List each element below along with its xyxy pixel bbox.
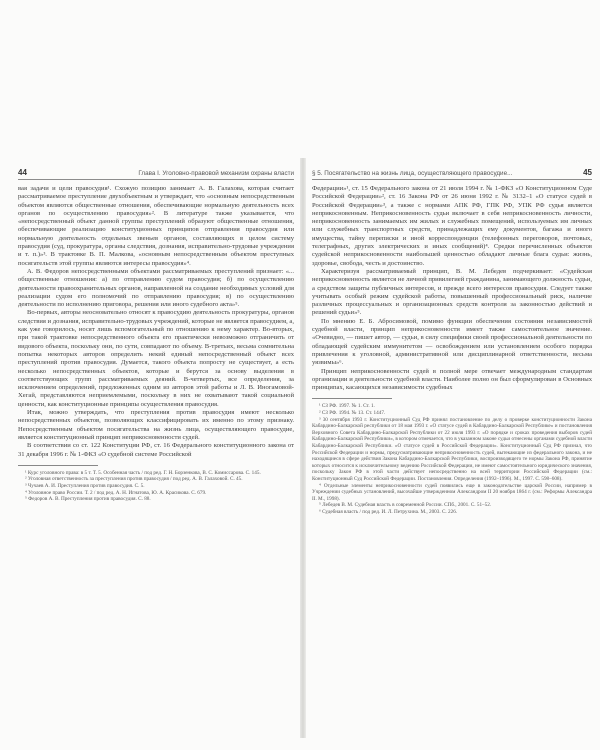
right-footnote-3: ³ 30 сентября 1993 г. Конституционный Суд РФ принял постановление по делу о проверке конституционности Закона Кабардино-Балкарской республики от 18 мая 1993 г. «О статусе судей в Кабардино-Балкарской Республике» и постановления Верховного Совета Кабардино-Балкарской Республики от 22 июля 1993 г. «О порядке и сроках проведения выборов судей Кабардино-Балкарской Республики», в котором отмечается, что в указанном законе судьи отнесены органами судебной власти Кабардино-Балкарской Республики. «О статусе судей в Российской Федерации». Конституционный Суд РФ признал, что Российской Федерации и нормы, предусматривающие неприкосновенность судей, вытекающие из федерального закона, и не находящиеся в сфере действия Закона Кабардино-Балкарской Республики, воспроизводящего те нормы Закона РФ, принятие которых относится к исключительному ведению Российской Федерации, не имеют самостоятельного юридического значения, поскольку Закон РФ в этой части действует непосредственно на всей территории Российской Федерации (см.: Конституционный Суд Российской Федерации. Постановления. Определения (1992–1996). М., 1997. С. 598–608).: [312, 416, 592, 482]
left-paragraph-1: вая задачи и цели правосудия¹. Схожую позицию занимает А. В. Галахова, которая считает рассматриваемое преступление двухобъектным и утверждает, что «основным непосредственным объектом являются общественные отношения, обеспечивающие нормальную деятельность всех органов по осуществлению правосудия»². В литературе также указывается, что «непосредственный объект данной группы преступлений образуют общественные отношения, обеспечивающие реализацию конституционных принципов отправления правосудия или нормальную деятельность отдельных звеньев органов, составляющих в целом систему правосудия (суд, прокуратура, органы следствия, дознания, исправительно-трудовые учреждения и т. п.)»³. В трактовке В. П. Малкова, «основным непосредственным объектом преступных посягательств этой группы являются интересы правосудия»⁴.: [18, 185, 294, 267]
right-footnote-1: ¹ СЗ РФ. 1997. № 1. Ст. 1.: [319, 403, 375, 410]
left-footnote-4: ⁴ Уголовное право России. Т. 2 / под ред. А. Н. Игнатова, Ю. А. Красикова. С. 679.: [25, 489, 207, 496]
left-footnotes: [18, 470, 294, 503]
right-running-head: § 5. Посягательство на жизнь лица, осуществляющего правосудие...: [312, 170, 513, 177]
right-page-number: 45: [583, 168, 592, 177]
left-page-body: [18, 185, 294, 459]
left-footnote-1: ¹ Курс уголовного права: в 5 т. Т. 5. Особенная часть / под ред. Г. Н. Борзенкова, В. С. Комиссарова. С. 145.: [25, 469, 261, 476]
right-paragraph-4: Принцип неприкосновенности судей в полной мере отвечает международным стандартам организации и деятельности судебной власти. Наиболее полно он был сформулирован в Основных принципах, касающихся независимости судебных: [312, 367, 592, 392]
left-paragraph-3: Во-первых, авторы неосновательно относят к правосудию деятельность прокуратуры, органов следствия и дознания, исправительно-трудовых учреждений, которые не является правосудием, а, как уже говорилось, носят лишь вспомогательный по отношению к нему характер. Во-вторых, при такой трактовке непосредственного объекта его практически невозможно отграничить от видового объекта, поскольку они, по сути, совпадают по объему. В-третьих, весьма сомнительна попытка некоторых авторов определить некий единый непосредственный объект всех преступлений против правосудия. Думается, такого объекта попросту не существует, а есть несколько непосредственных объектов, которые и берутся за основу выделения в соответствующих групп рассматриваемых деяний. В-четвертых, все определения, за исключением определений, предложенных одним из авторов этой работы и Л. В. Иногамовой-Хегай, представляются неприемлемыми, поскольку в них не охватывают такой социальной ценности, как конституционные принципы осуществления правосудия.: [18, 309, 294, 408]
right-paragraph-3: По мнению Е. Б. Абросимовой, помимо функции обеспечения состояния независимостей судебной власти, принцип неприкосновенности имеет также самостоятельное значение. «Очевидно, — пишет автор, — судьи, в силу специфики своей профессиональной деятельности по обладающей судейским иммунитетом — освобождением или установлением особого порядка привлечения к уголовной, административной или дисциплинарной ответственности, весьма уязвимы»⁶.: [312, 317, 592, 367]
left-footnote-3: ³ Чучаев А. И. Преступления против правосудия. С. 5.: [25, 482, 145, 489]
right-footnotes: [312, 403, 592, 515]
right-page-body: [312, 185, 592, 392]
left-running-head: Глава I. Уголовно-правовой механизм охраны власти: [138, 170, 294, 177]
right-paragraph-2: Характеризуя рассматриваемый принцип, В. М. Лебедев подчеркивает: «Судейская неприкосновенность является не личной привилегией гражданина, занимающего должность судьи, а средством защиты публичных интересов, и прежде всего интересов правосудия. Следует также учитывать особый режим судейской работы, повышенный профессиональный риск, наличие различных процессуальных и организационных средств контроля за законностью действий и решений судьи»⁵.: [312, 267, 592, 317]
left-footnote-5: ⁵ Федоров А. В. Преступления против правосудия. С. 88.: [25, 496, 151, 503]
right-footnote-2: ² СЗ РФ. 1994. № 13. Ст. 1447.: [319, 410, 386, 417]
right-footnote-separator: [312, 398, 392, 399]
left-page: [18, 168, 300, 728]
left-paragraph-4: Итак, можно утверждать, что преступления против правосудия имеют несколько непосредственных объектов, позволяющих классифицировать их именно по этому признаку. Непосредственным объектом посягательства на жизнь лица, осуществляющего правосудие, является конституционный принцип неприкосновенности судей.: [18, 409, 294, 441]
right-page-header: [312, 168, 592, 180]
right-footnote-4: ⁴ Отдельные элементы неприкосновенности судей появились еще в законодательстве царской России, например в Учреждении судебных установлений, высочайше утвержденном Александром II 20 ноября 1864 г. (см.: Реформы Александра II. М., 1998).: [312, 482, 592, 502]
right-page: [306, 168, 592, 728]
left-page-number: 44: [18, 168, 27, 177]
left-page-header: [18, 168, 294, 180]
right-paragraph-1: Федерации»¹, ст. 15 Федерального закона от 21 июля 1994 г. № 1-ФКЗ «О Конституционном Суде Российской Федерации»², ст. 16 Закона РФ от 26 июня 1992 г. № 3132–1 «О статусе судей в Российской Федерации»³, а также с нормами АПК РФ, ГПК РФ, УПК РФ судья является неприкосновенным. Неприкосновенность судьи включает в себя неприкосновенность личности, неприкосновенность занимаемых им жилых и служебных помещений, используемых им личных или служебных транспортных средств, принадлежащих ему документов, багажа и иного имущества, тайну переписки и иной корреспонденции (телефонных переговоров, почтовых, телеграфных, других электрических и иных сообщений)⁴. Средки перечисленных объектов судейской неприкосновенности наибольшей ценностью обладают личные блага судьи: жизнь, здоровье, свобода, честь и достоинство.: [312, 185, 592, 267]
left-paragraph-5: В соответствии со ст. 122 Конституции РФ, ст. 16 Федерального конституционного закона от 31 декабря 1996 г. № 1-ФКЗ «О судебной системе Российской: [18, 442, 294, 458]
left-footnote-separator: [18, 465, 98, 466]
left-footnote-2: ² Уголовная ответственность за преступления против правосудия / под ред. А. В. Галаховой. С. 45.: [25, 476, 243, 483]
right-footnote-5: ⁵ Лебедев В. М. Судебная власть в современной России. СПб., 2001. С. 51–52.: [319, 502, 492, 509]
right-footnote-6: ⁶ Судебная власть / под ред. И. Л. Петрухина. М., 2003. С. 226.: [319, 508, 458, 515]
left-paragraph-2: А. В. Федоров непосредственными объектами рассматриваемых преступлений признает: «... общественные отношения: а) по отправлению судом правосудия; б) по осуществлению деятельности правоохранительных органов, направленной на создание необходимых условий для реализации судом его полномочий по отправлению правосудия; в) по осуществлению деятельности по исполнению приговора, решения или иного судебного акта»⁵.: [18, 267, 294, 309]
